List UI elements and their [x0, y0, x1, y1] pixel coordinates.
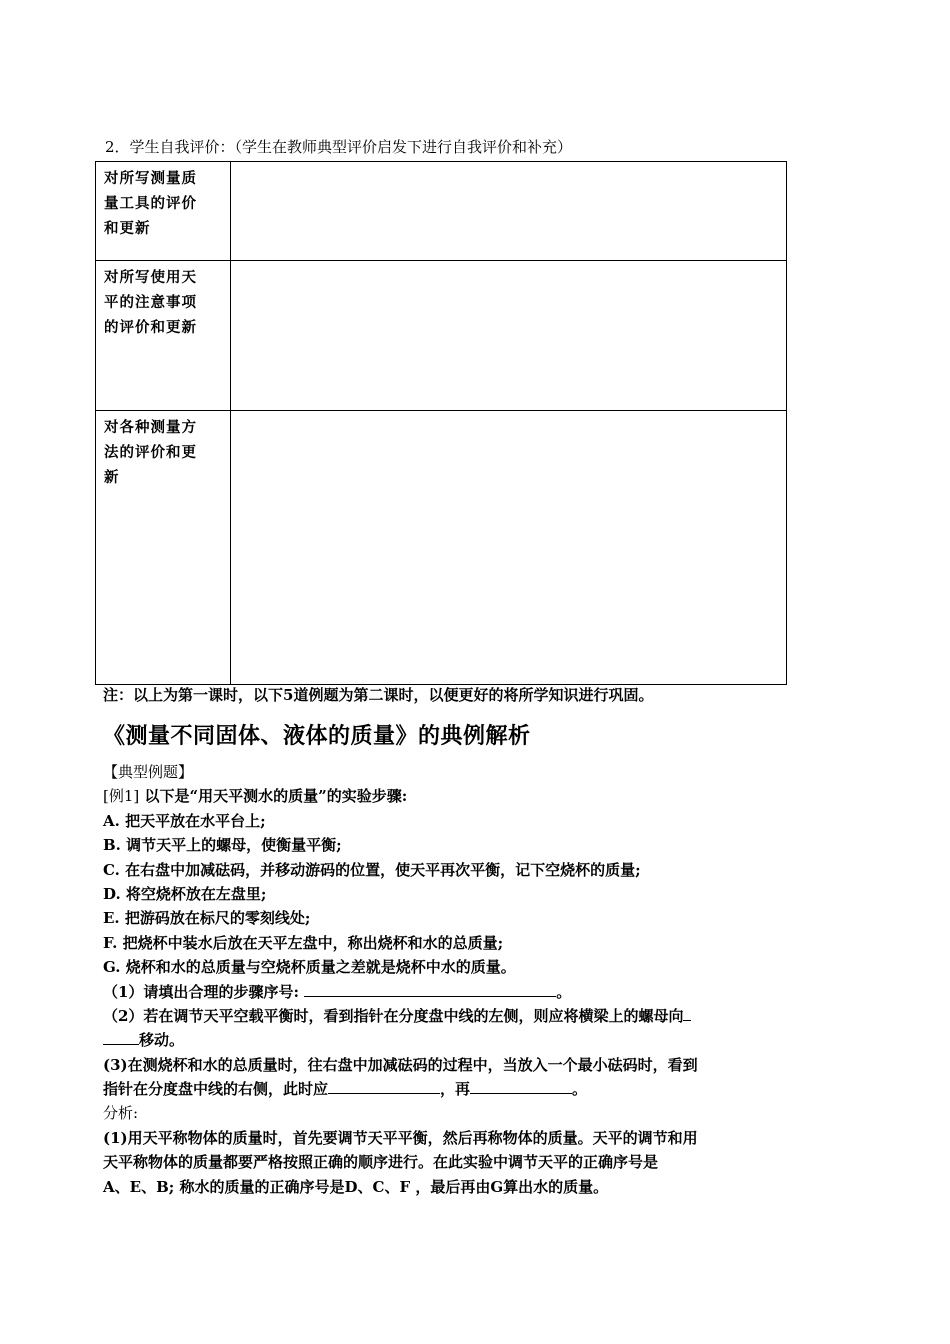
question-2-text: （2）若在调节天平空载平衡时，看到指针在分度盘中线的左侧，则应将横梁上的螺母向	[103, 1006, 684, 1025]
answer-cell[interactable]	[231, 162, 787, 261]
row-label-line: 的评价和更新	[104, 319, 197, 336]
table-row	[96, 411, 787, 685]
question-3-end: 。	[572, 1080, 588, 1099]
answer-blank[interactable]	[304, 980, 556, 997]
row-label	[96, 411, 231, 685]
row-label-line: 新	[104, 469, 120, 486]
section-label: 【典型例题】	[103, 763, 194, 781]
step-f: F. 把烧杯中装水后放在天平左盘中，称出烧杯和水的总质量;	[103, 933, 504, 952]
table-row	[96, 261, 787, 411]
step-d: D. 将空烧杯放在左盘里;	[103, 884, 267, 903]
row-label-line: 平的注意事项	[104, 294, 197, 311]
question-1	[103, 980, 863, 1004]
example-body	[103, 760, 863, 1199]
self-evaluation-intro: 2．学生自我评价：（学生在教师典型评价启发下进行自我评价和补充）	[105, 138, 573, 156]
question-3-mid: ，再	[440, 1080, 471, 1099]
row-label-line: 对所写使用天	[104, 269, 197, 286]
row-label-line: 法的评价和更	[104, 444, 197, 461]
analysis-label: 分析:	[103, 1104, 139, 1123]
row-label-line: 对各种测量方	[104, 419, 197, 436]
analysis-line: (1)用天平称物体的质量时，首先要调节天平平衡，然后再称物体的质量。天平的调节和用	[103, 1128, 698, 1147]
step-a: A. 把天平放在水平台上;	[103, 811, 266, 830]
question-2	[103, 1004, 863, 1028]
section-title: 《测量不同固体、液体的质量》的典例解析	[103, 723, 531, 749]
question-2-end: 移动。	[139, 1031, 185, 1050]
answer-blank[interactable]	[470, 1077, 572, 1094]
example-number: [例1]	[103, 787, 140, 806]
example-question: 以下是“用天平测水的质量”的实验步骤:	[139, 787, 408, 806]
question-3-text: 指针在分度盘中线的右侧，此时应	[103, 1080, 329, 1099]
question-3-continued	[103, 1077, 863, 1101]
question-3: (3)在测烧杯和水的总质量时，往右盘中加减砝码的过程中，当放入一个最小砝码时，看到	[103, 1055, 698, 1074]
answer-blank[interactable]	[328, 1077, 440, 1094]
answer-blank[interactable]	[103, 1028, 139, 1045]
step-g: G. 烧杯和水的总质量与空烧杯质量之差就是烧杯中水的质量。	[103, 958, 516, 977]
step-c: C. 在右盘中加减砝码，并移动游码的位置，使天平再次平衡，记下空烧杯的质量;	[103, 860, 641, 879]
step-b: B. 调节天平上的螺母，使衡量平衡;	[103, 836, 342, 855]
question-2-continued	[103, 1028, 863, 1052]
answer-cell[interactable]	[231, 411, 787, 685]
analysis-line: 天平称物体的质量都要严格按照正确的顺序进行。在此实验中调节天平的正确序号是	[103, 1153, 659, 1172]
table-row	[96, 162, 787, 261]
row-label-line: 量工具的评价	[104, 195, 197, 212]
lesson-note: 注：以上为第一课时，以下5道例题为第二课时，以便更好的将所学知识进行巩固。	[103, 686, 654, 704]
step-e: E. 把游码放在标尺的零刻线处;	[103, 909, 311, 928]
question-1-text: （1）请填出合理的步骤序号:	[103, 982, 305, 1001]
answer-cell[interactable]	[231, 261, 787, 411]
row-label	[96, 162, 231, 261]
self-evaluation-table	[95, 161, 787, 685]
answer-blank[interactable]	[683, 1004, 691, 1021]
row-label-line: 对所写测量质	[104, 170, 197, 187]
question-1-end: 。	[556, 982, 572, 1001]
row-label	[96, 261, 231, 411]
example-heading	[103, 784, 863, 808]
analysis-line: A、E、B; 称水的质量的正确序号是D、C、F ，最后再由G算出水的质量。	[103, 1177, 609, 1196]
row-label-line: 和更新	[104, 220, 151, 237]
